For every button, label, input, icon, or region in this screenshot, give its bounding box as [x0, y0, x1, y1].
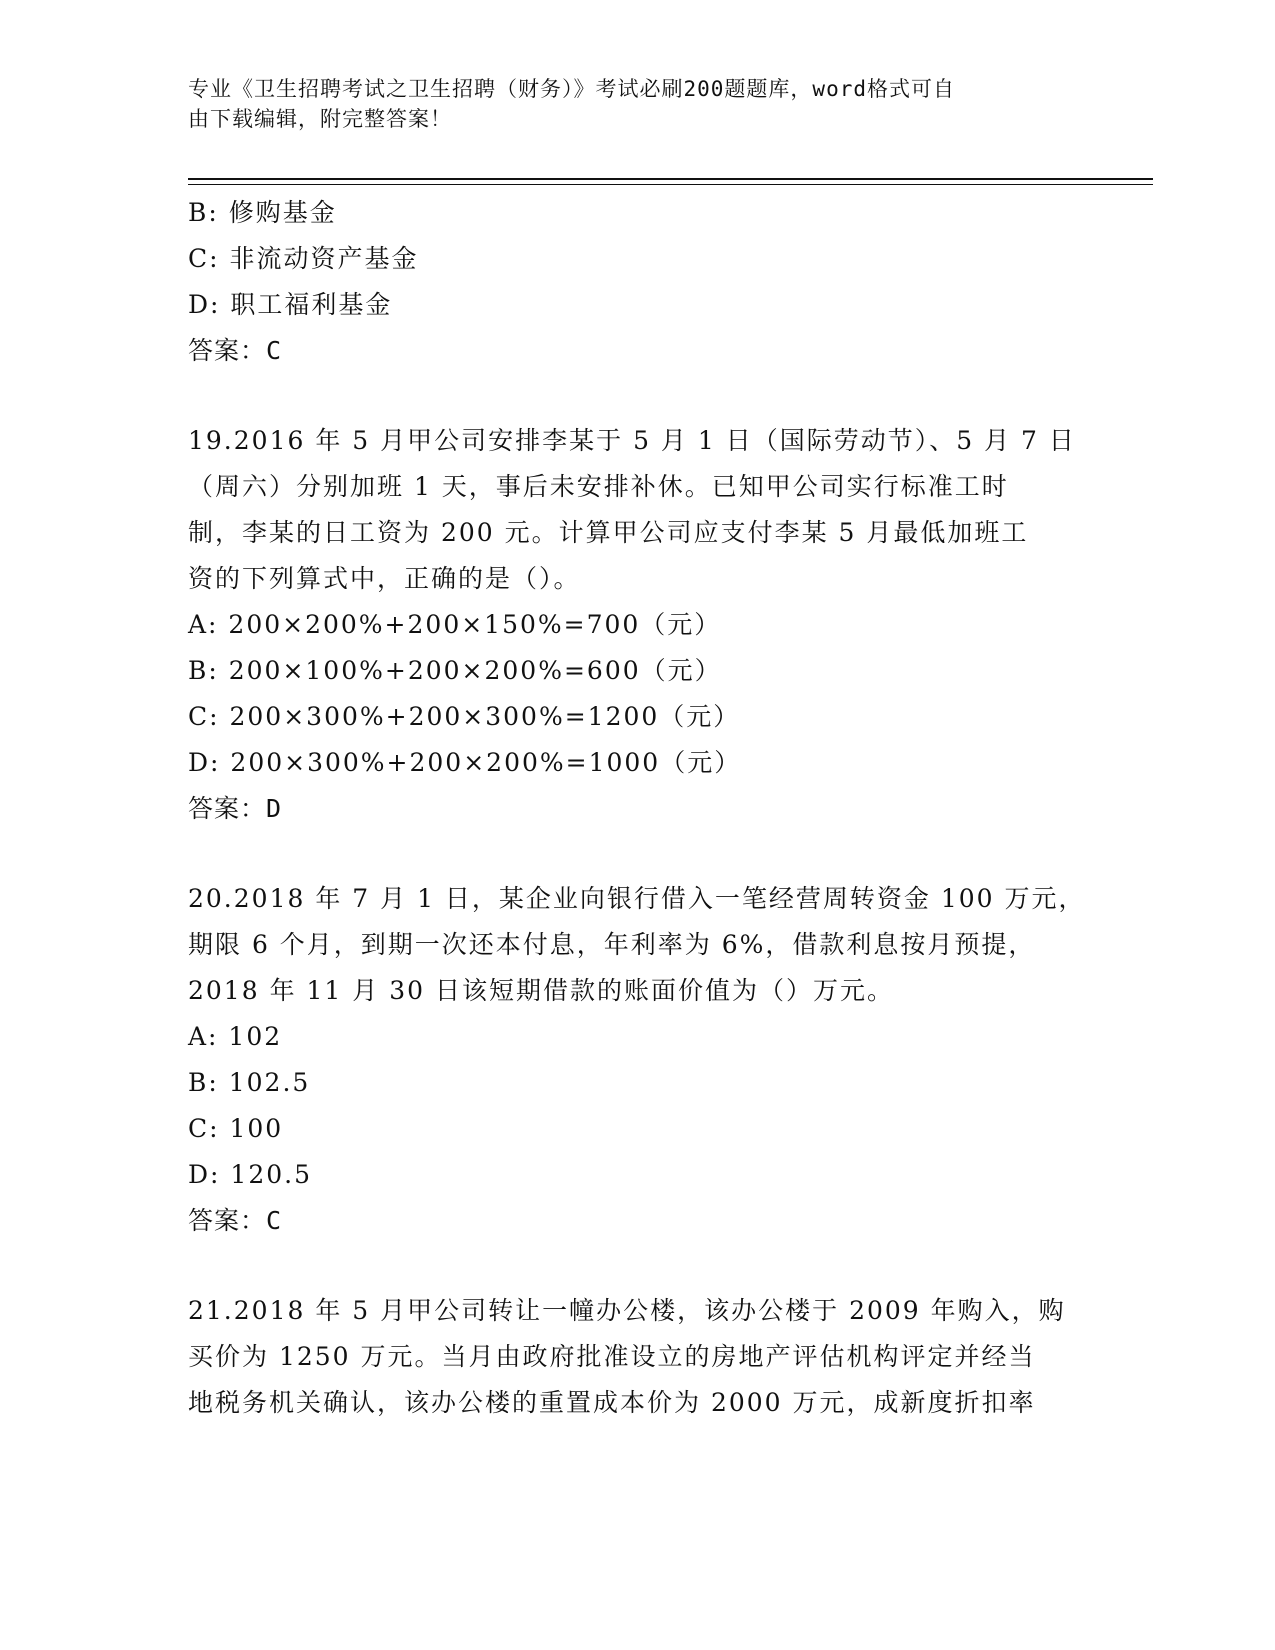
- q19-answer: 答案：D: [188, 794, 283, 823]
- q20-stem-line-1: 20.2018 年 7 月 1 日，某企业向银行借入一笔经营周转资金 100 万元，: [188, 884, 1086, 913]
- question-21: [188, 1288, 1088, 1426]
- q19-option-c: C: 200×300%+200×300%=1200（元）: [188, 702, 741, 731]
- question-19: [188, 418, 1088, 832]
- spacer: [188, 374, 1088, 418]
- header-line-2: 由下载编辑，附完整答案！: [188, 107, 452, 131]
- q18-option-d: D: 职工福利基金: [188, 290, 393, 319]
- q18-option-c: C: 非流动资产基金: [188, 244, 419, 273]
- header-line-1: 专业《卫生招聘考试之卫生招聘（财务）》考试必刷200题题库，word格式可自: [188, 77, 955, 101]
- q19-stem-line-3: 制，李某的日工资为 200 元。计算甲公司应支付李某 5 月最低加班工: [188, 518, 1029, 547]
- q21-stem-line-3: 地税务机关确认，该办公楼的重置成本价为 2000 万元，成新度折扣率: [188, 1388, 1036, 1417]
- q20-option-b: B: 102.5: [188, 1068, 311, 1097]
- q20-option-d: D: 120.5: [188, 1160, 312, 1189]
- q20-answer: 答案：C: [188, 1206, 283, 1235]
- q20-stem-line-2: 期限 6 个月，到期一次还本付息，年利率为 6%，借款利息按月预提，: [188, 930, 1036, 959]
- header-divider-thick: [188, 178, 1153, 180]
- q18-answer: 答案：C: [188, 336, 283, 365]
- page-header: [188, 74, 1068, 134]
- q21-stem-line-2: 买价为 1250 万元。当月由政府批准设立的房地产评估机构评定并经当: [188, 1342, 1036, 1371]
- q19-option-a: A: 200×200%+200×150%=700（元）: [188, 610, 722, 639]
- q19-option-b: B: 200×100%+200×200%=600（元）: [188, 656, 722, 685]
- spacer: [188, 832, 1088, 876]
- q19-stem-line-1: 19.2016 年 5 月甲公司安排李某于 5 月 1 日（国际劳动节）、5 月 7 日: [188, 426, 1076, 455]
- q20-stem-line-3: 2018 年 11 月 30 日该短期借款的账面价值为（）万元。: [188, 976, 894, 1005]
- q18-option-b: B: 修购基金: [188, 198, 337, 227]
- q20-option-a: A: 102: [188, 1022, 283, 1051]
- document-body: [188, 190, 1088, 1426]
- question-18: [188, 190, 1088, 374]
- q20-option-c: C: 100: [188, 1114, 284, 1143]
- q19-stem-line-4: 资的下列算式中，正确的是（）。: [188, 564, 581, 593]
- header-divider-thin: [188, 184, 1153, 185]
- question-20: [188, 876, 1088, 1244]
- q21-stem-line-1: 21.2018 年 5 月甲公司转让一幢办公楼，该办公楼于 2009 年购入，购: [188, 1296, 1066, 1325]
- spacer: [188, 1244, 1088, 1288]
- q19-stem-line-2: （周六）分别加班 1 天，事后未安排补休。已知甲公司实行标准工时: [188, 472, 1009, 501]
- q19-option-d: D: 200×300%+200×200%=1000（元）: [188, 748, 742, 777]
